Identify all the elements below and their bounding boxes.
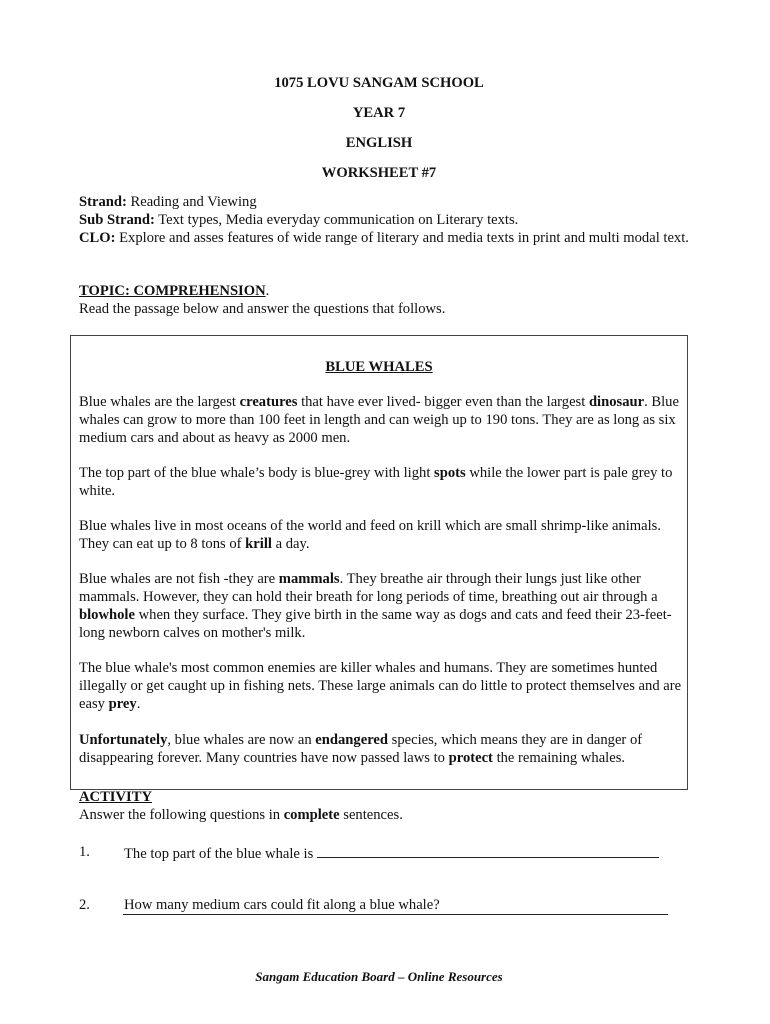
- topic-heading-line: [79, 282, 691, 300]
- passage-paragraph-1: [79, 393, 683, 447]
- text-run: while the lower part is pale grey to white.: [79, 465, 673, 499]
- clo-line: [79, 229, 691, 247]
- strand-value: Reading and Viewing: [126, 194, 257, 210]
- passage-paragraph-6: [79, 731, 683, 767]
- text-run: Blue whales are the largest: [79, 394, 240, 410]
- question-text-line: [124, 843, 659, 863]
- question-text: The top part of the blue whale is: [124, 846, 317, 862]
- text-run: the remaining whales.: [492, 750, 626, 766]
- text-run: . They breathe air through their lungs just like other mammals. However, they can hold their breath for long periods of time, breathing out air through a: [79, 571, 658, 605]
- clo-value: Explore and asses features of wide range of literary and media texts in print and multi modal text.: [115, 230, 689, 246]
- strand-label: Strand:: [79, 194, 127, 210]
- activity-heading: ACTIVITY: [79, 789, 152, 805]
- passage-paragraph-2: [79, 464, 683, 500]
- bold-word: prey: [108, 696, 137, 712]
- text-run: The top part of the blue whale’s body is blue-grey with light: [79, 465, 435, 481]
- text-run: sentences.: [339, 807, 403, 823]
- subject-title: ENGLISH: [345, 135, 413, 151]
- activity-instruction: [79, 806, 691, 824]
- text-run: . Blue whales can grow to more than 100 feet in length and can weigh up to 190 tons. They are as long as six medium cars and about as heavy as 2000 men.: [79, 394, 679, 446]
- topic-instruction: Read the passage below and answer the questions that follows.: [79, 301, 446, 317]
- text-run: , blue whales are now an: [167, 732, 316, 748]
- substrand-label: Sub Strand:: [79, 212, 155, 228]
- answer-line[interactable]: [123, 914, 668, 915]
- text-run: Blue whales are not fish -they are: [79, 571, 279, 587]
- topic-heading: TOPIC: COMPREHENSION: [79, 283, 266, 299]
- text-run: Answer the following questions in: [79, 807, 284, 823]
- text-run: a day.: [271, 536, 310, 552]
- bold-word: dinosaur: [588, 394, 645, 410]
- text-run: that have ever lived- bigger even than the largest: [297, 394, 589, 410]
- clo-label: CLO:: [79, 230, 116, 246]
- substrand-value: Text types, Media everyday communication on Literary texts.: [154, 212, 519, 228]
- bold-word: mammals: [278, 571, 340, 587]
- activity-section: [79, 788, 691, 824]
- answer-blank[interactable]: [317, 843, 659, 858]
- curriculum-info: [79, 193, 691, 247]
- question-number: 1.: [79, 844, 90, 860]
- bold-word: krill: [245, 536, 272, 552]
- bold-word: complete: [283, 807, 340, 823]
- passage-paragraph-5: [79, 659, 683, 713]
- passage-paragraph-4: [79, 570, 683, 642]
- question-text: How many medium cars could fit along a blue whale?: [124, 897, 440, 913]
- text-run: .: [136, 696, 141, 712]
- text-run: The blue whale's most common enemies are killer whales and humans. They are sometimes hunted illegally or get caught up in fishing nets. These large animals can do little to protect themselves and are easy: [79, 660, 682, 712]
- text-run: when they surface. They give birth in the same way as dogs and cats and feed their 23-feet-long newborn calves on mother's milk.: [79, 607, 672, 641]
- strand-line: [79, 193, 691, 211]
- bold-word: endangered: [315, 732, 389, 748]
- bold-word: creatures: [239, 394, 298, 410]
- text-run: Blue whales live in most oceans of the world and feed on krill which are small shrimp-like animals. They can eat up to 8 tons of: [79, 518, 661, 552]
- passage-title: BLUE WHALES: [325, 359, 433, 375]
- passage-paragraph-3: [79, 517, 683, 553]
- school-name: 1075 LOVU SANGAM SCHOOL: [274, 75, 484, 91]
- footer-text: Sangam Education Board – Online Resources: [255, 969, 503, 984]
- passage-box: [70, 335, 688, 790]
- year-level: YEAR 7: [352, 105, 406, 121]
- substrand-line: [79, 211, 691, 229]
- bold-word: Unfortunately: [79, 732, 168, 748]
- bold-word: blowhole: [79, 607, 135, 623]
- text-run: species, which means they are in danger of disappearing forever. Many countries have now passed laws to: [79, 732, 643, 766]
- bold-word: protect: [448, 750, 493, 766]
- topic-section: [79, 282, 691, 318]
- worksheet-number: WORKSHEET #7: [321, 165, 437, 181]
- question-number: 2.: [79, 897, 90, 913]
- bold-word: spots: [434, 465, 466, 481]
- topic-heading-suffix: .: [265, 283, 270, 299]
